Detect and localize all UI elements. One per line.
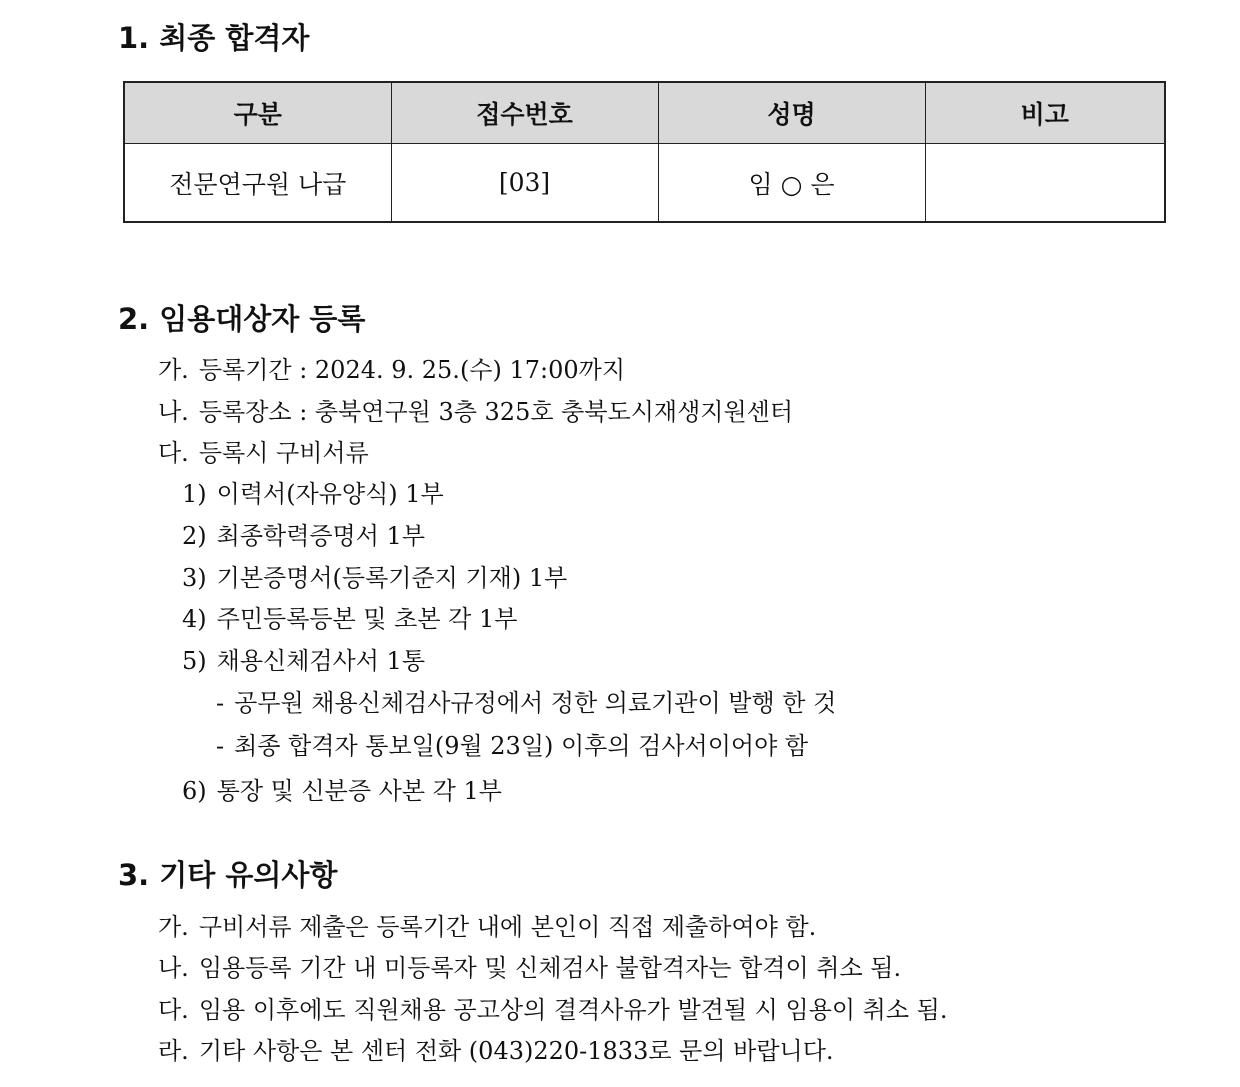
contact-info: 기타 사항은 본 센터 전화 (043)220-1833로 문의 바랍니다. bbox=[198, 1037, 834, 1065]
section-title: 최종 합격자 bbox=[159, 21, 310, 55]
list-item: 가. 등록기간 : 2024. 9. 25.(수) 17:00까지 bbox=[158, 356, 626, 384]
column-header-remarks: 비고 bbox=[925, 82, 1165, 144]
column-header-name: 성명 bbox=[658, 82, 925, 144]
list-item: 라. 기타 사항은 본 센터 전화 (043)220-1833로 문의 바랍니다. bbox=[158, 1037, 834, 1065]
note-item: - 최종 합격자 통보일(9월 23일) 이후의 검사서이어야 함 bbox=[216, 732, 809, 760]
cell-category: 전문연구원 나급 bbox=[124, 144, 391, 223]
section-title: 임용대상자 등록 bbox=[159, 302, 366, 336]
table-row bbox=[124, 144, 1165, 223]
document-item: 2) 최종학력증명서 1부 bbox=[182, 522, 426, 550]
note-item: - 공무원 채용신체검사규정에서 정한 의료기관이 발행 한 것 bbox=[216, 689, 837, 717]
section-1-heading bbox=[118, 18, 309, 58]
list-item: 다. 등록시 구비서류 bbox=[158, 439, 369, 467]
section-title: 기타 유의사항 bbox=[159, 858, 338, 892]
registration-period: 등록기간 : 2024. 9. 25.(수) 17:00까지 bbox=[198, 356, 626, 384]
document-item: 4) 주민등록등본 및 초본 각 1부 bbox=[182, 605, 518, 633]
section-3-heading bbox=[118, 855, 337, 895]
section-number: 1. bbox=[118, 21, 150, 55]
section-2-heading bbox=[118, 299, 365, 339]
list-item: 가. 구비서류 제출은 등록기간 내에 본인이 직접 제출하여야 함. bbox=[158, 913, 817, 941]
list-item: 나. 임용등록 기간 내 미등록자 및 신체검사 불합격자는 합격이 취소 됨. bbox=[158, 954, 902, 982]
document-item: 5) 채용신체검사서 1통 bbox=[182, 647, 426, 675]
column-header-category: 구분 bbox=[124, 82, 391, 144]
section-number: 3. bbox=[118, 858, 150, 892]
cell-remarks bbox=[925, 144, 1165, 223]
cell-name: 임 ○ 은 bbox=[658, 144, 925, 223]
list-item: 다. 임용 이후에도 직원채용 공고상의 결격사유가 발견될 시 임용이 취소 됨. bbox=[158, 996, 948, 1024]
final-result-table bbox=[123, 81, 1166, 223]
table-header-row bbox=[124, 82, 1165, 144]
column-header-receipt-number: 접수번호 bbox=[391, 82, 658, 144]
document-item: 3) 기본증명서(등록기준지 기재) 1부 bbox=[182, 564, 568, 592]
section-number: 2. bbox=[118, 302, 150, 336]
required-documents-heading: 등록시 구비서류 bbox=[198, 439, 369, 467]
registration-place: 등록장소 : 충북연구원 3층 325호 충북도시재생지원센터 bbox=[198, 398, 793, 426]
list-item: 나. 등록장소 : 충북연구원 3층 325호 충북도시재생지원센터 bbox=[158, 398, 793, 426]
cell-receipt-number: [03] bbox=[391, 144, 658, 223]
document-item: 6) 통장 및 신분증 사본 각 1부 bbox=[182, 777, 502, 805]
document-item: 1) 이력서(자유양식) 1부 bbox=[182, 480, 444, 508]
